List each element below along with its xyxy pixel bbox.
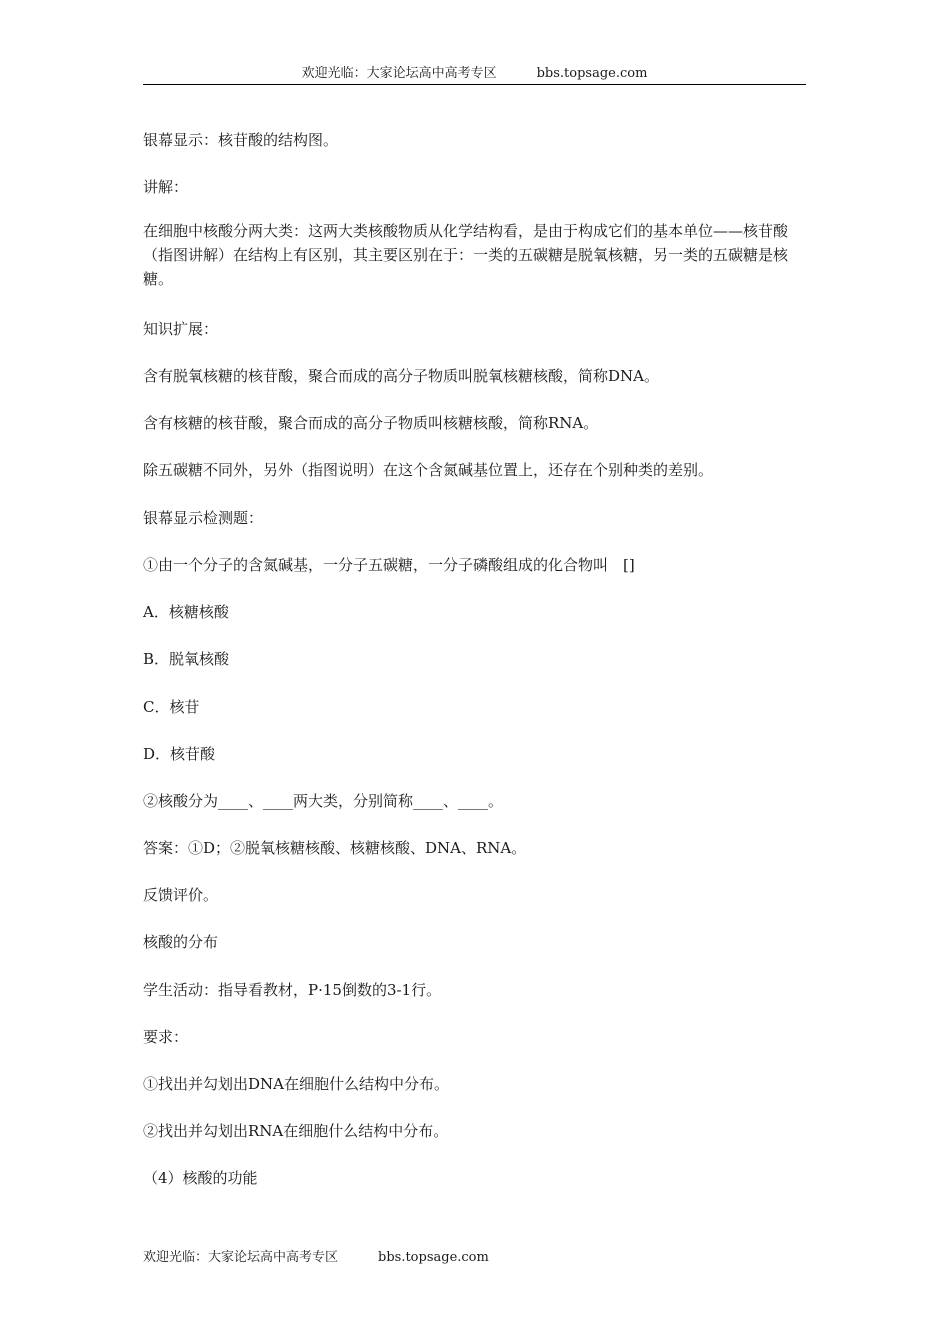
answer-line: 答案：①D；②脱氧核糖核酸、核糖核酸、DNA、RNA。 <box>143 839 527 857</box>
question-1: ①由一个分子的含氮碱基，一分子五碳糖，一分子磷酸组成的化合物叫 [] <box>143 556 635 574</box>
option-d: D．核苷酸 <box>143 745 216 763</box>
option-b: B．脱氧核酸 <box>143 650 230 668</box>
header-site-url: bbs.topsage.com <box>536 66 648 81</box>
footer-welcome-text: 欢迎光临：大家论坛高中高考专区 <box>143 1250 339 1265</box>
base-difference-note: 除五碳糖不同外，另外（指图说明）在这个含氮碱基位置上，还存在个别种类的差别。 <box>143 461 714 479</box>
screen-display-structure: 银幕显示：核苷酸的结构图。 <box>143 131 339 149</box>
page-footer <box>143 1250 489 1266</box>
function-heading: （4）核酸的功能 <box>143 1169 258 1187</box>
page-header <box>143 66 806 85</box>
quiz-heading: 银幕显示检测题： <box>143 509 264 527</box>
explanation-paragraph: 在细胞中核酸分两大类：这两大类核酸物质从化学结构看，是由于构成它们的基本单位——核苷酸（指图讲解）在结构上有区别，其主要区别在于：一类的五碳糖是脱氧核糖，另一类的五碳糖是核糖。 <box>143 222 789 288</box>
question-2: ②核酸分为____、____两大类，分别简称____、____。 <box>143 792 504 810</box>
requirement-rna: ②找出并勾划出RNA在细胞什么结构中分布。 <box>143 1122 449 1140</box>
option-a: A．核糖核酸 <box>143 603 229 621</box>
footer-site-url: bbs.topsage.com <box>378 1250 489 1265</box>
student-activity: 学生活动：指导看教材，P·15倒数的3-1行。 <box>143 981 442 999</box>
distribution-heading: 核酸的分布 <box>143 933 219 951</box>
knowledge-extension-heading: 知识扩展： <box>143 320 219 338</box>
dna-definition: 含有脱氧核糖的核苷酸，聚合而成的高分子物质叫脱氧核糖核酸，简称DNA。 <box>143 367 659 385</box>
feedback-evaluation: 反馈评价。 <box>143 886 219 904</box>
requirements-heading: 要求： <box>143 1028 189 1046</box>
requirement-dna: ①找出并勾划出DNA在细胞什么结构中分布。 <box>143 1075 449 1093</box>
header-welcome-text: 欢迎光临：大家论坛高中高考专区 <box>301 66 497 81</box>
option-c: C．核苷 <box>143 698 200 716</box>
explanation-heading: 讲解： <box>143 178 189 196</box>
rna-definition: 含有核糖的核苷酸，聚合而成的高分子物质叫核糖核酸，简称RNA。 <box>143 414 599 432</box>
